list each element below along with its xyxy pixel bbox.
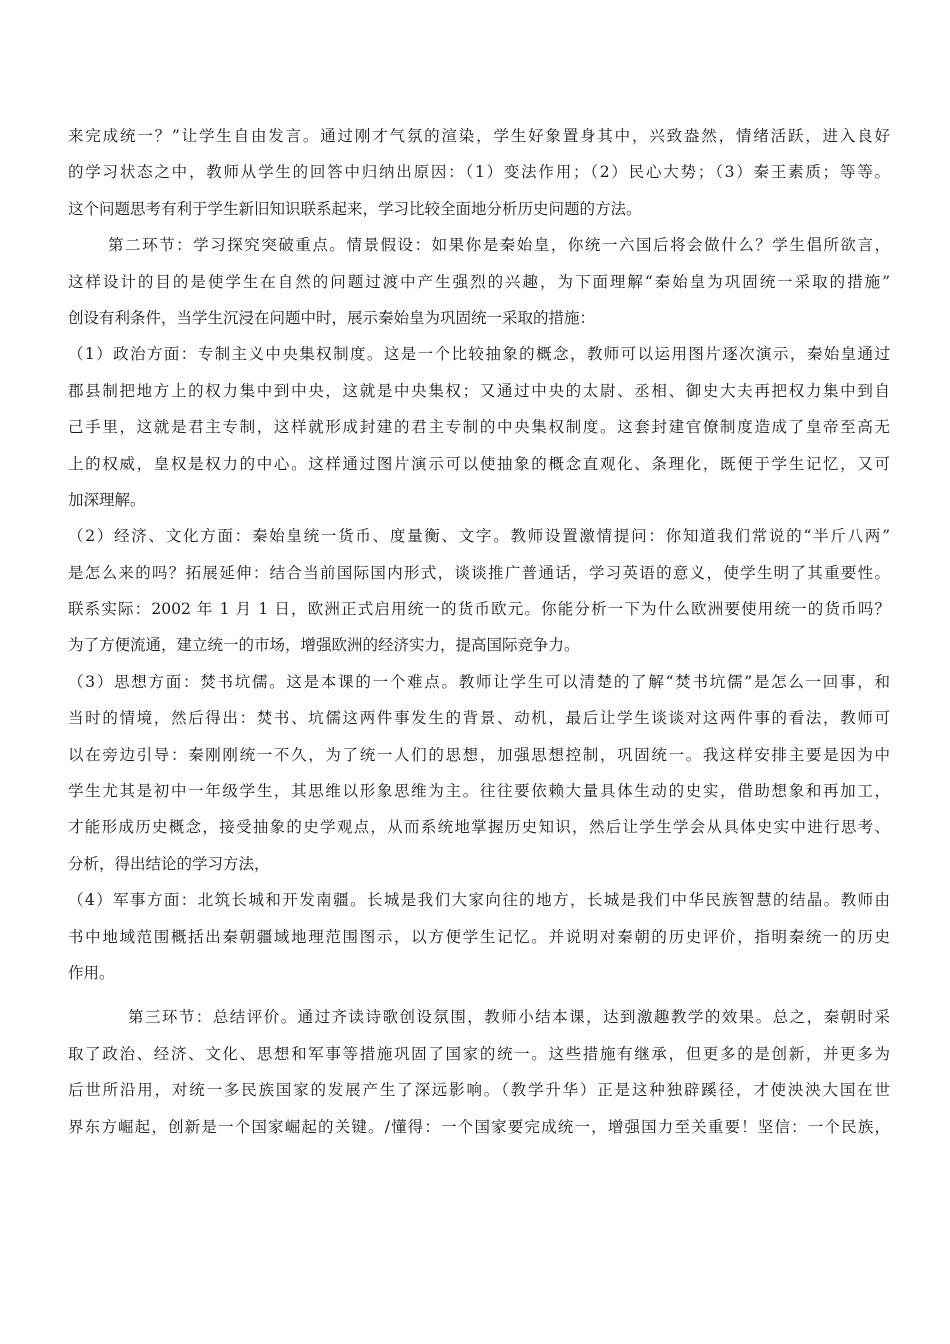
- text-line: 加深理解。: [68, 490, 146, 509]
- text-line: 学生尤其是初中一年级学生，其思维以形象思维为主。往往要依赖大量具体生动的史实，借助想象和再加工，: [68, 782, 890, 801]
- paragraph-7: [68, 999, 890, 1145]
- text-line: 来完成统一？”让学生自由发言。通过刚才气氛的渲染，学生好象置身其中，兴致盎然，情绪活跃，进入良好: [68, 127, 890, 145]
- text-line: 以在旁边引导：秦刚刚统一不久，为了统一人们的思想，加强思想控制，巩固统一。我这样安排主要是因为中: [68, 745, 890, 764]
- text-line: （4）军事方面：北筑长城和开发南疆。长城是我们大家向往的地方，长城是我们中华民族智慧的结晶。教师由: [68, 891, 890, 910]
- text-line: 界东方崛起，创新是一个国家崛起的关键。/懂得：一个国家要完成统一，增强国力至关重要！坚信：一个民族，: [68, 1117, 890, 1136]
- paragraph-spacer: [68, 991, 890, 999]
- paragraph-6: [68, 882, 890, 991]
- text-line: 才能形成历史概念，接受抽象的史学观点，从而系统地掌握历史知识，然后让学生学会从具体史实中进行思考、: [68, 818, 890, 837]
- text-line: 创设有利条件，当学生沉浸在问题中时，展示秦始皇为巩固统一采取的措施：: [68, 308, 596, 327]
- text-line: 的学习状态之中，教师从学生的回答中归纳出原因：（1）变法作用；（2）民心大势；（3）秦王素质；等等。: [68, 163, 890, 182]
- text-line: 是怎么来的吗？拓展延伸：结合当前国际国内形式，谈谈推广普通话，学习英语的意义，使学生明了其重要性。: [68, 563, 890, 582]
- text-line: 为了方便流通，建立统一的市场，增强欧洲的经济实力，提高国际竞争力。: [68, 636, 580, 655]
- text-line: 第二环节：学习探究突破重点。情景假设：如果你是秦始皇，你统一六国后将会做什么？学生倡所欲言，: [108, 236, 890, 255]
- paragraph-4: [68, 518, 890, 664]
- text-line: 第三环节：总结评价。通过齐读诗歌创设氛围，教师小结本课，达到激趣教学的效果。总之，秦朝时采: [128, 1008, 890, 1027]
- text-line: （1）政治方面：专制主义中央集权制度。这是一个比较抽象的概念，教师可以运用图片逐次演示，秦始皇通过: [68, 345, 890, 364]
- text-line: （2）经济、文化方面：秦始皇统一货币、度量衡、文字。教师设置激情提问：你知道我们常说的“半斤八两”: [68, 527, 890, 546]
- text-line: 当时的情境，然后得出：焚书、坑儒这两件事发生的背景、动机，最后让学生谈谈对这两件事的看法，教师可: [68, 709, 890, 728]
- text-line: 联系实际：2002 年 1 月 1 日，欧洲正式启用统一的货币欧元。你能分析一下为什么欧洲要使用统一的货币吗？: [68, 600, 890, 619]
- text-line: 郡县制把地方上的权力集中到中央，这就是中央集权；又通过中央的太尉、丞相、御史大夫再把权力集中到自: [68, 381, 890, 400]
- paragraph-5: [68, 664, 890, 882]
- text-line: （3）思想方面：焚书坑儒。这是本课的一个难点。教师让学生可以清楚的了解“焚书坑儒”是怎么一回事，和: [68, 672, 890, 691]
- paragraph-2: [68, 227, 890, 336]
- text-line: 取了政治、经济、文化、思想和军事等措施巩固了国家的统一。这些措施有继承，但更多的是创新，并更多为: [68, 1044, 890, 1063]
- text-line: 后世所沿用，对统一多民族国家的发展产生了深远影响。（教学升华）正是这种独辟蹊径，才使泱泱大国在世: [68, 1081, 890, 1100]
- text-line: 上的权威，皇权是权力的中心。这样通过图片演示可以使抽象的概念直观化、条理化，既便于学生记忆，又可: [68, 454, 890, 473]
- document-body: [68, 118, 890, 1145]
- paragraph-1: [68, 118, 890, 227]
- paragraph-3: [68, 336, 890, 518]
- text-line: 这个问题思考有利于学生新旧知识联系起来，学习比较全面地分析历史问题的方法。: [68, 199, 642, 218]
- text-line: 己手里，这就是君主专制，这样就形成封建的君主专制的中央集权制度。这套封建官僚制度造成了皇帝至高无: [68, 418, 890, 437]
- text-line: 这样设计的目的是使学生在自然的问题过渡中产生强烈的兴趣，为下面理解“秦始皇为巩固统一采取的措施”: [68, 272, 890, 291]
- text-line: 作用。: [68, 963, 115, 982]
- text-line: 分析，得出结论的学习方法，: [68, 854, 270, 873]
- text-line: 书中地域范围概括出秦朝疆域地理范围图示，以方便学生记忆。并说明对秦朝的历史评价，指明秦统一的历史: [68, 927, 890, 946]
